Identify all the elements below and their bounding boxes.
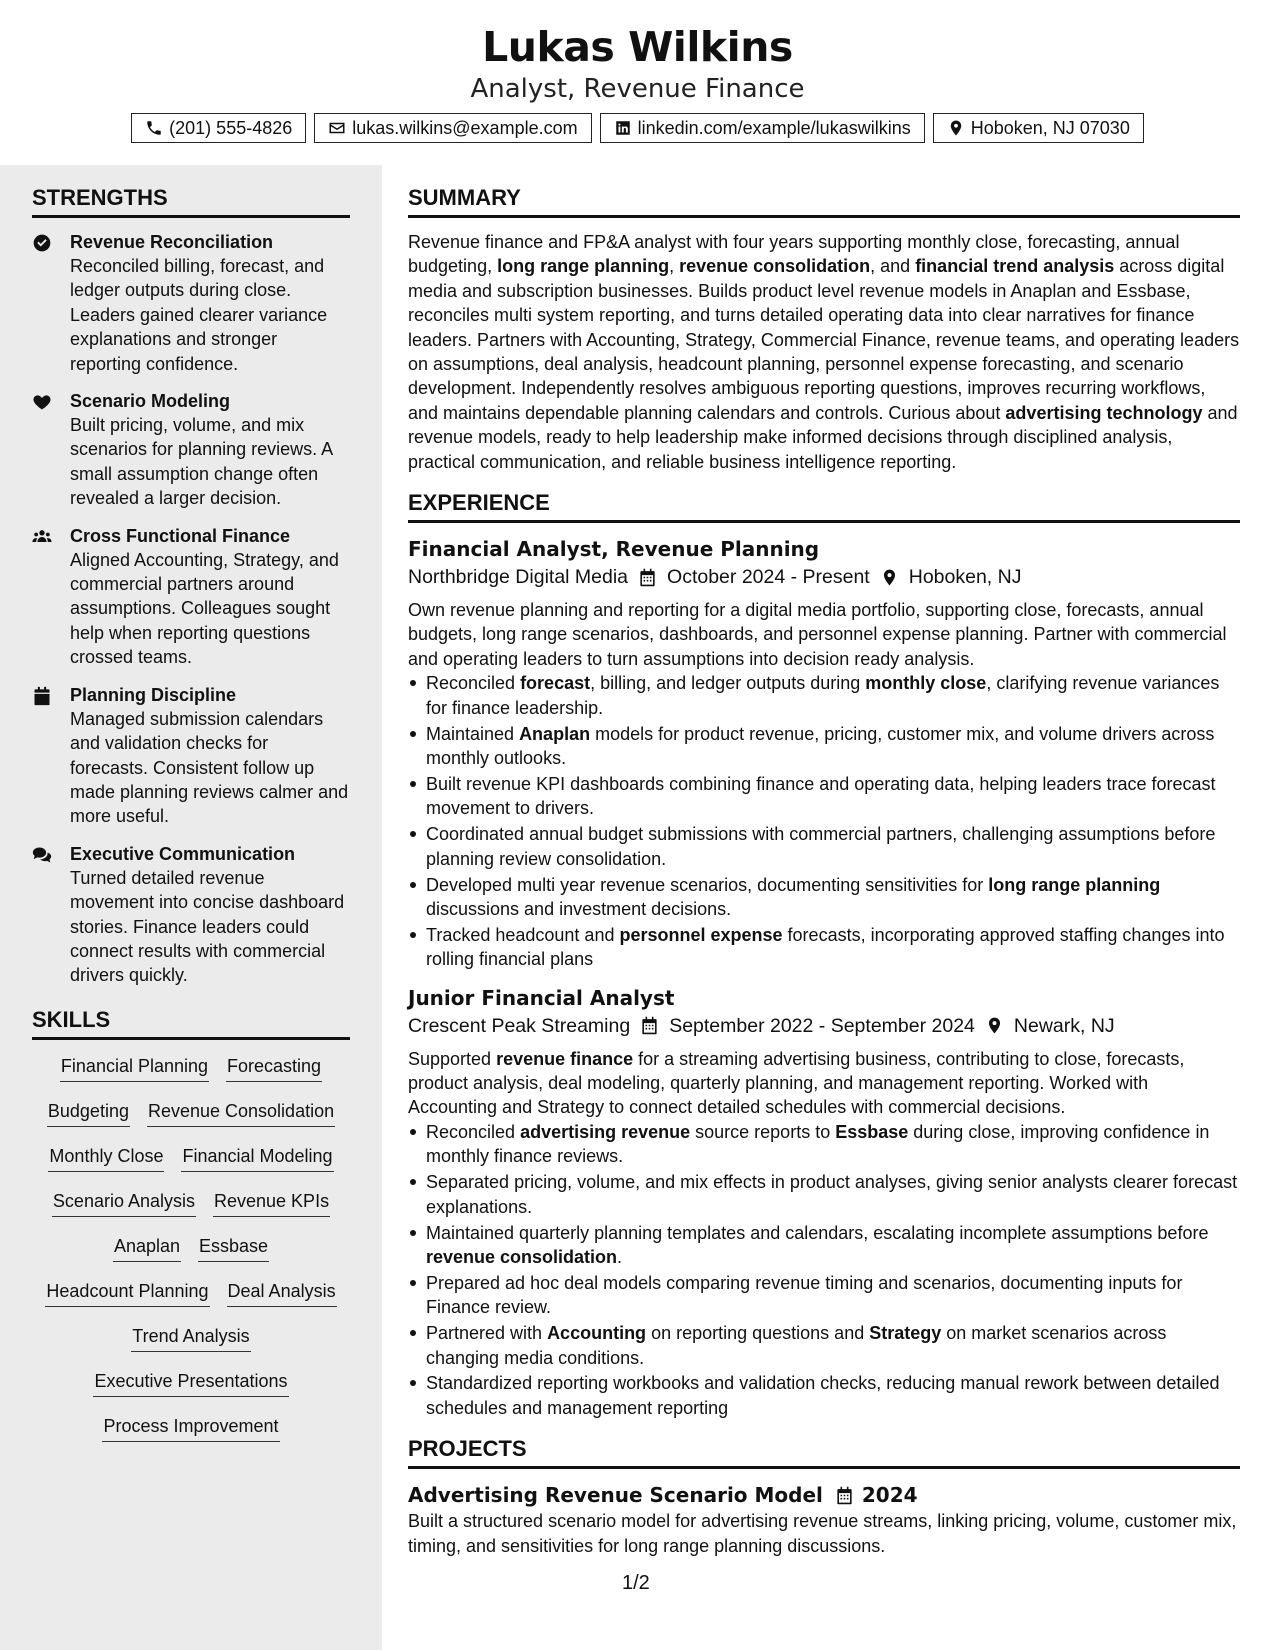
- bold-text: long range planning: [988, 874, 1161, 895]
- skill-tag: Essbase: [198, 1234, 269, 1262]
- skill-tag: Process Improvement: [102, 1414, 279, 1442]
- job-title: Junior Financial Analyst: [408, 985, 675, 1010]
- job-bullets: [408, 1120, 1240, 1420]
- phone-icon: [145, 119, 163, 137]
- linkedin-icon: [614, 119, 632, 137]
- text-run: forecasts, incorporating approved staffing changes into rolling financial plans: [426, 924, 1225, 970]
- project-entry: [408, 1481, 1240, 1558]
- text-run: .: [617, 1246, 623, 1267]
- summary-heading: SUMMARY: [408, 183, 1240, 218]
- bold-text: personnel expense: [619, 924, 783, 945]
- contact-linkedin-text: linkedin.com/example/lukaswilkins: [637, 117, 911, 138]
- bold-text: monthly close: [865, 673, 987, 694]
- text-run: Maintained quarterly planning templates and calendars, escalating incomplete assumptions before: [426, 1222, 1209, 1243]
- skill-tag: Trend Analysis: [131, 1324, 250, 1352]
- strength-item: [32, 524, 350, 670]
- bold-text: Accounting: [547, 1323, 647, 1344]
- heart-icon: [32, 392, 52, 412]
- job-bullet: [408, 1271, 1240, 1320]
- job-bullet: [408, 722, 1240, 771]
- skills-heading: SKILLS: [32, 1005, 350, 1040]
- job-entry: [408, 535, 1240, 972]
- job-bullet: [408, 1221, 1240, 1270]
- skill-tag: Financial Modeling: [181, 1144, 333, 1172]
- strength-item: [32, 842, 350, 988]
- map-pin-icon: [985, 1016, 1004, 1035]
- strength-desc: Managed submission calendars and validation checks for forecasts. Consistent follow up made planning reviews calmer and more useful.: [70, 708, 349, 827]
- bold-text: Anaplan: [519, 723, 591, 744]
- job-bullet: [408, 1371, 1240, 1420]
- page-number: 1/2: [622, 1572, 650, 1594]
- job-meta: [408, 563, 1240, 591]
- text-run: Standardized reporting workbooks and validation checks, reducing manual rework between detailed schedules and management reporting: [426, 1373, 1220, 1418]
- calendar-icon: [638, 568, 657, 587]
- candidate-title: Analyst, Revenue Finance: [470, 74, 805, 104]
- strength-title: Executive Communication: [70, 843, 296, 864]
- text-run: Coordinated annual budget submissions with commercial partners, challenging assumptions before planning review consolidation.: [426, 824, 1216, 869]
- contact-linkedin[interactable]: [600, 113, 925, 143]
- text-run: discussions and investment decisions.: [426, 898, 732, 919]
- skill-tag: Executive Presentations: [93, 1369, 288, 1397]
- contact-location-text: Hoboken, NJ 07030: [970, 117, 1130, 138]
- job-location: Hoboken, NJ: [908, 566, 1022, 589]
- job-bullet: [408, 671, 1240, 720]
- text-run: Tracked headcount and: [426, 924, 620, 945]
- job-bullet: [408, 822, 1240, 871]
- candidate-name: Lukas Wilkins: [482, 23, 793, 71]
- strength-item: [32, 230, 350, 376]
- text-run: on market scenarios across changing media conditions.: [426, 1323, 1167, 1368]
- job-bullet: [408, 873, 1240, 922]
- job-bullets: [408, 671, 1240, 971]
- bold-text: revenue consolidation: [426, 1246, 618, 1267]
- contact-location: [933, 113, 1144, 143]
- text-run: , billing, and ledger outputs during: [590, 673, 866, 694]
- bold-text: advertising revenue: [520, 1121, 691, 1142]
- strength-title: Cross Functional Finance: [70, 525, 291, 546]
- bold-text: revenue consolidation: [679, 256, 871, 277]
- job-entry: [408, 984, 1240, 1421]
- bold-text: advertising technology: [1005, 402, 1203, 423]
- project-title: Advertising Revenue Scenario Model: [408, 1483, 823, 1508]
- bold-text: Strategy: [869, 1323, 942, 1344]
- check-circle-icon: [32, 233, 52, 253]
- users-icon: [32, 527, 52, 547]
- skill-tag: Monthly Close: [48, 1144, 164, 1172]
- job-bullet: [408, 772, 1240, 821]
- job-dates: October 2024 - Present: [667, 566, 870, 589]
- skill-tag: Anaplan: [113, 1234, 181, 1262]
- map-pin-icon: [947, 119, 965, 137]
- envelope-icon: [328, 119, 346, 137]
- strengths-heading: STRENGTHS: [32, 183, 350, 218]
- project-description: Built a structured scenario model for advertising revenue streams, linking pricing, volume, customer mix, timing, and sensitivities for long range planning discussions.: [408, 1511, 1237, 1556]
- text-run: Maintained: [426, 723, 520, 744]
- skill-tag: Scenario Analysis: [52, 1189, 196, 1217]
- bold-text: forecast: [520, 673, 591, 694]
- text-run: , clarifying revenue variances for finance leadership.: [426, 673, 1220, 718]
- strength-item: [32, 683, 350, 829]
- contact-phone-text: (201) 555-4826: [169, 117, 293, 138]
- map-pin-icon: [880, 568, 899, 587]
- calendar-icon: [835, 1486, 854, 1505]
- contact-email[interactable]: [314, 113, 591, 143]
- resume-header: [0, 0, 1275, 165]
- calendar-icon: [640, 1016, 659, 1035]
- skill-tag: Revenue Consolidation: [147, 1099, 335, 1127]
- job-company: Northbridge Digital Media: [408, 566, 629, 589]
- bold-text: revenue finance: [496, 1048, 634, 1069]
- text-run: Developed multi year revenue scenarios, documenting sensitivities for: [426, 874, 989, 895]
- contact-phone[interactable]: [131, 113, 306, 143]
- bold-text: Essbase: [835, 1121, 909, 1142]
- text-run: Reconciled: [426, 1121, 521, 1142]
- job-meta: [408, 1012, 1240, 1040]
- job-company: Crescent Peak Streaming: [408, 1014, 631, 1037]
- text-run: , and: [870, 256, 916, 277]
- experience-heading: EXPERIENCE: [408, 488, 1240, 523]
- job-description: Own revenue planning and reporting for a digital media portfolio, supporting close, forecasts, annual budgets, long range scenarios, dashboards, and personnel expense planning. Partner with commercial and operating leaders to turn assumptions into decision ready analysis.: [408, 600, 1227, 669]
- job-bullet: [408, 1120, 1240, 1169]
- project-title-row: [408, 1481, 1240, 1509]
- projects-heading: PROJECTS: [408, 1434, 1240, 1469]
- text-run: Revenue finance and FP&A analyst with four years supporting monthly close, forecasting, annual budgeting,: [408, 232, 1180, 277]
- skills-list: [32, 1054, 350, 1442]
- job-title: Financial Analyst, Revenue Planning: [408, 537, 820, 562]
- text-run: Built revenue KPI dashboards combining finance and operating data, helping leaders trace forecast movement to drivers.: [426, 773, 1216, 819]
- comments-icon: [32, 845, 52, 865]
- strength-title: Revenue Reconciliation: [70, 232, 274, 252]
- strength-desc: Built pricing, volume, and mix scenarios for planning reviews. A small assumption change often revealed a larger decision.: [70, 415, 333, 509]
- strength-title: Planning Discipline: [70, 684, 237, 705]
- job-dates: September 2022 - September 2024: [669, 1014, 975, 1037]
- text-run: Reconciled: [426, 673, 521, 694]
- job-bullet: [408, 1321, 1240, 1370]
- job-bullet: [408, 923, 1240, 972]
- text-run: Partnered with: [426, 1323, 548, 1344]
- skill-tag: Financial Planning: [60, 1054, 209, 1082]
- skill-tag: Deal Analysis: [227, 1279, 337, 1307]
- strength-item: [32, 389, 350, 511]
- text-run: and revenue models, ready to help leadership make informed decisions through disciplined analysis, practical communication, and reliable business intelligence reporting.: [408, 402, 1238, 472]
- text-run: Supported: [408, 1048, 497, 1069]
- text-run: during close, improving confidence in monthly finance reviews.: [426, 1121, 1210, 1167]
- skill-tag: Headcount Planning: [45, 1279, 209, 1307]
- job-bullet: [408, 1170, 1240, 1219]
- contact-email-text: lukas.wilkins@example.com: [352, 117, 578, 138]
- job-description: [408, 1047, 1240, 1120]
- calendar-icon: [32, 686, 52, 706]
- project-year: 2024: [861, 1483, 918, 1508]
- main-content: [408, 165, 1240, 1650]
- text-run: Separated pricing, volume, and mix effects in product analyses, giving senior analysts clearer forecast explanations.: [426, 1172, 1238, 1217]
- summary-text: [408, 230, 1240, 474]
- strength-desc: Aligned Accounting, Strategy, and commercial partners around assumptions. Colleagues sought help when reporting questions crossed teams.: [70, 549, 339, 668]
- text-run: source reports to: [690, 1121, 836, 1142]
- text-run: ,: [669, 256, 680, 277]
- sidebar: [0, 165, 382, 1650]
- job-location: Newark, NJ: [1013, 1014, 1115, 1037]
- text-run: on reporting questions and: [646, 1323, 870, 1344]
- bold-text: financial trend analysis: [915, 256, 1115, 277]
- text-run: for a streaming advertising business, contributing to close, forecasts, product analysis, deal modeling, quarterly planning, and management reporting. Worked with Accounting and Strategy to connect detailed schedules with commercial decisions.: [408, 1048, 1185, 1118]
- strength-title: Scenario Modeling: [70, 391, 231, 412]
- contact-bar: [0, 113, 1275, 143]
- text-run: Prepared ad hoc deal models comparing revenue timing and scenarios, documenting inputs for Finance review.: [426, 1272, 1183, 1318]
- bold-text: long range planning: [497, 256, 670, 277]
- strength-desc: Reconciled billing, forecast, and ledger outputs during close. Leaders gained clearer variance explanations and stronger reporting confidence.: [70, 256, 328, 374]
- skill-tag: Budgeting: [47, 1099, 130, 1127]
- strength-desc: Turned detailed revenue movement into concise dashboard stories. Finance leaders could connect results with commercial drivers quickly.: [70, 867, 345, 986]
- text-run: models for product revenue, pricing, customer mix, and volume drivers across monthly outlooks.: [426, 723, 1215, 768]
- text-run: across digital media and subscription businesses. Builds product level revenue models in Anaplan and Essbase, reconciles multi system reporting, and turns detailed operating data into clear narratives for finance leaders. Partners with Accounting, Strategy, Commercial Finance, revenue teams, and operating leaders on assumptions, deal analysis, headcount planning, personnel expense forecasting, and scenario development. Independently resolves ambiguous reporting questions, improves recurring workflows, and maintains dependable planning calendars and controls. Curious about: [408, 256, 1240, 423]
- skill-tag: Forecasting: [226, 1054, 322, 1082]
- skill-tag: Revenue KPIs: [213, 1189, 330, 1217]
